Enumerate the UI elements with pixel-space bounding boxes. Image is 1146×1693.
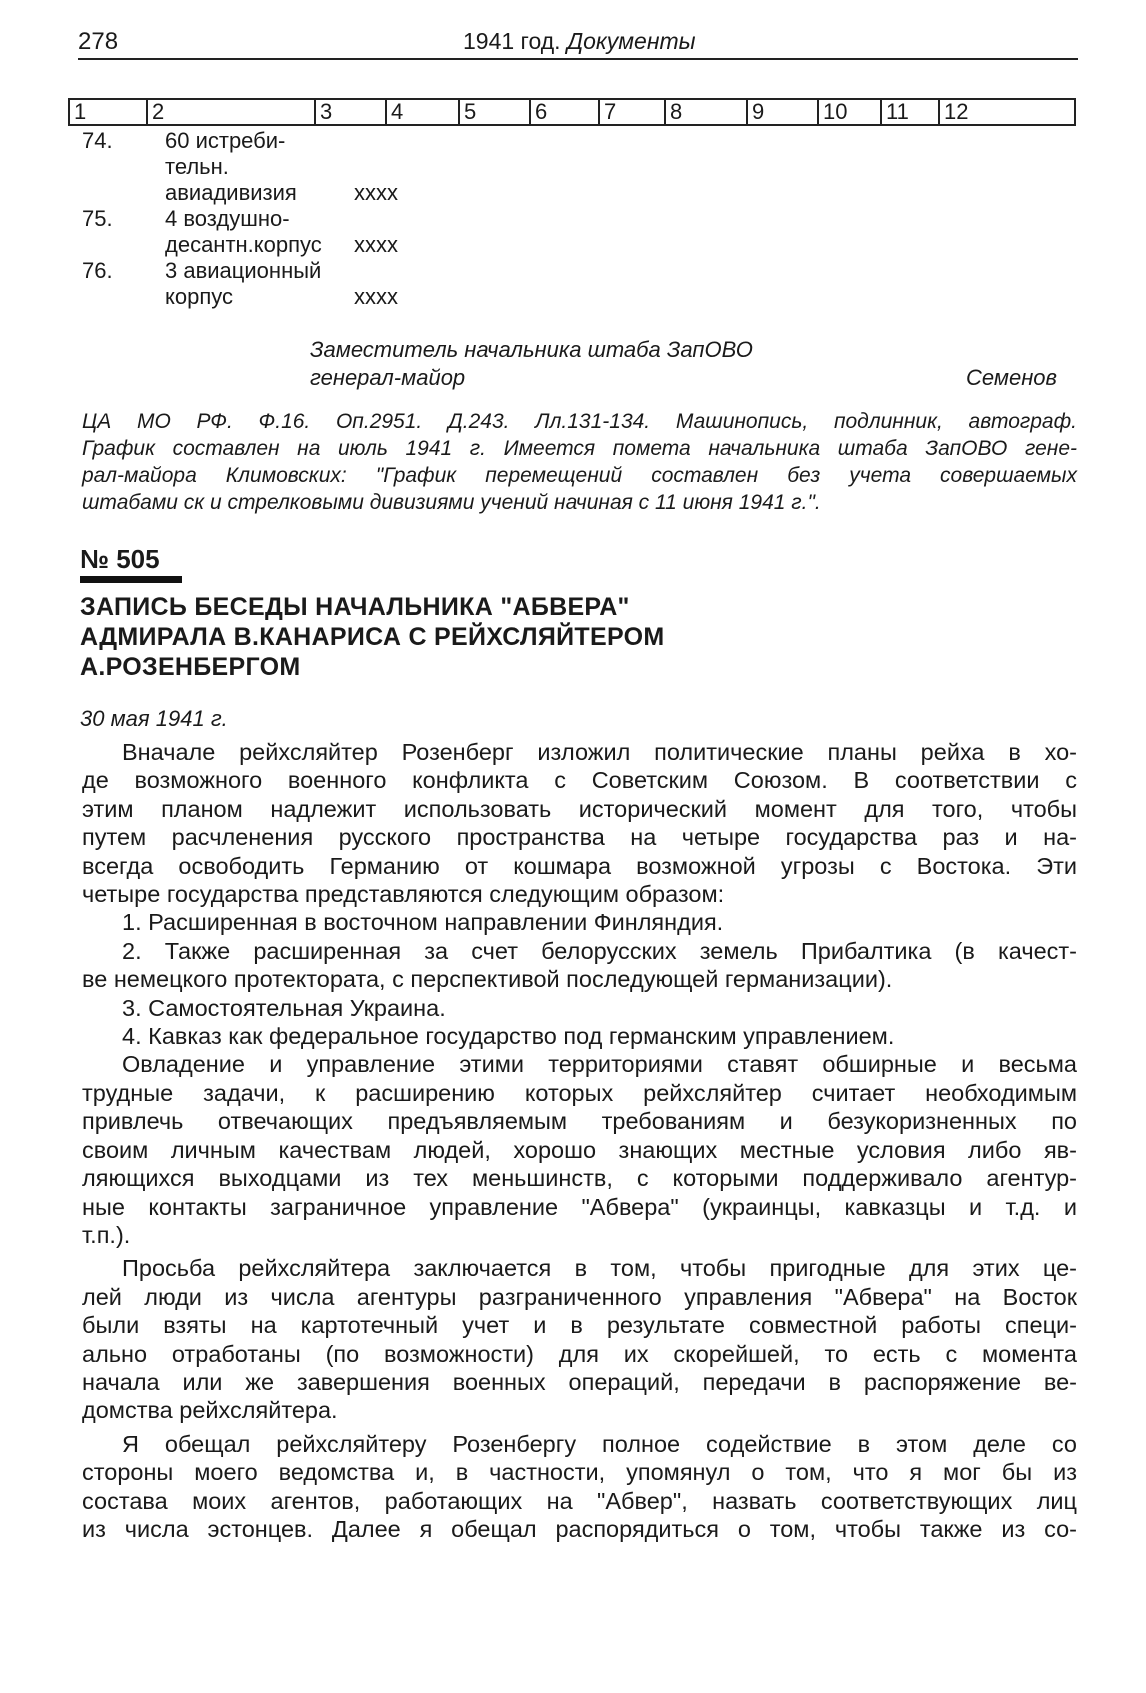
document-title-line: А.РОЗЕНБЕРГОМ — [80, 653, 301, 681]
body-line: состава моих агентов, работающих на "Абвер", назвать соответствующих лиц — [82, 1487, 1077, 1514]
body-line: Просьба рейхсляйтера заключается в том, чтобы пригодные для этих це- — [122, 1255, 1077, 1282]
body-line: были взяты на картотечный учет и в результате совместной работы специ- — [82, 1312, 1077, 1339]
body-line: ве немецкого протектората, с перспективой последующей германизации). — [82, 966, 893, 993]
column-header: 10 — [819, 100, 882, 124]
row-name-line: авиадивизия — [165, 180, 297, 205]
document-title-line: АДМИРАЛА В.КАНАРИСА С РЕЙХСЛЯЙТЕРОМ — [80, 623, 665, 651]
running-head — [78, 24, 1078, 60]
body-line: привлечь отвечающих предъявляемым требованиям и безукоризненных по — [82, 1108, 1077, 1135]
row-name-line: 3 авиационный — [165, 258, 322, 283]
archive-line: График составлен на июль 1941 г. Имеется помета начальника штаба ЗапОВО гене- — [82, 437, 1077, 460]
row-name-line: корпус — [165, 284, 234, 309]
body-line: стороны моего ведомства и, в частности, упомянул о том, что я мог бы из — [82, 1459, 1077, 1486]
document-number: № 505 — [80, 544, 160, 574]
body-line: домства рейхсляйтера. — [82, 1397, 338, 1424]
row-name-line: десантн.корпус — [165, 232, 322, 257]
list-item: 4. Кавказ как федеральное государство под германским управлением. — [122, 1023, 895, 1050]
column-header: 5 — [460, 100, 531, 124]
signature-rank: генерал-майор — [310, 365, 466, 390]
row-name-line: 4 воздушно- — [165, 206, 290, 231]
body-line: Вначале рейхсляйтер Розенберг изложил политические планы рейха в хо- — [122, 739, 1077, 765]
column-header: 9 — [748, 100, 819, 124]
column-header: 2 — [148, 100, 316, 124]
body-line: ляющихся выходцами из тех меньшинств, с которыми поддерживало агентур- — [82, 1165, 1077, 1192]
body-line: Овладение и управление этими территориями ставят обширные и весьма — [122, 1051, 1077, 1078]
column-header: 1 — [70, 100, 148, 124]
body-line: из числа эстонцев. Далее я обещал распорядиться о том, чтобы также из со- — [82, 1515, 1077, 1542]
row-mark: xxxx — [354, 232, 398, 257]
running-title-year: 1941 год. — [463, 28, 561, 54]
running-title — [463, 28, 696, 55]
archive-note — [82, 408, 1077, 516]
column-header: 12 — [944, 99, 969, 124]
table-column-header — [68, 98, 1076, 126]
list-item: 3. Самостоятельная Украина. — [122, 994, 446, 1021]
row-number: 75. — [82, 206, 113, 231]
row-number: 76. — [82, 258, 113, 283]
body-line: начала или же завершения военных операций, передачи в распоряжение ве- — [82, 1368, 1077, 1395]
list-item: 2. Также расширенная за счет белорусских земель Прибалтика (в качест- — [122, 937, 1077, 964]
body-line: Я обещал рейхсляйтеру Розенбергу полное содействие в этом деле со — [122, 1430, 1077, 1457]
row-name-line: тельн. — [165, 154, 229, 179]
column-header: 3 — [316, 100, 387, 124]
body-line: путем расчленения русского пространства на четыре государства раз и на- — [82, 824, 1077, 851]
document-date: 30 мая 1941 г. — [80, 706, 228, 731]
row-name-line: 60 истреби- — [165, 128, 286, 153]
document-body — [82, 738, 1077, 1543]
document-title — [80, 592, 664, 682]
body-line: этим планом надлежит использовать исторический момент для того, чтобы — [82, 795, 1077, 822]
row-mark: xxxx — [354, 284, 398, 309]
body-line: лей люди из числа агентуры разграниченного управления "Абвера" на Восток — [82, 1283, 1077, 1310]
signature-position — [310, 336, 753, 392]
column-header: 7 — [600, 100, 666, 124]
column-header: 11 — [882, 100, 940, 124]
archive-line: рал-майора Климовских: "График перемещений составлен без учета совершаемых — [82, 464, 1077, 487]
column-header: 4 — [387, 100, 460, 124]
document-title-line: ЗАПИСЬ БЕСЕДЫ НАЧАЛЬНИКА "АБВЕРА" — [80, 593, 630, 621]
body-line: ные контакты заграничное управление "Абвера" (украинцы, кавказцы и т.д. и — [82, 1193, 1077, 1220]
signature-name: Семенов — [966, 365, 1058, 390]
running-title-section: Документы — [566, 28, 696, 54]
document-number-rule — [80, 576, 182, 583]
archive-line: штабами ск и стрелковыми дивизиями учений начиная с 11 июня 1941 г.". — [82, 491, 821, 514]
body-line: т.п.). — [82, 1221, 131, 1248]
archive-line: ЦА МО РФ. Ф.16. Оп.2951. Д.243. Лл.131-134. Машинопись, подлинник, автограф. — [82, 410, 1077, 433]
column-header: 6 — [531, 100, 600, 124]
row-number: 74. — [82, 128, 113, 153]
body-line: всегда освободить Германию от кошмара возможной угрозы с Востока. Эти — [82, 852, 1077, 879]
body-line: ально отработаны (по возможности) для их скорейшей, то есть с момента — [82, 1340, 1077, 1367]
page-number: 278 — [78, 28, 119, 55]
column-header: 8 — [666, 100, 748, 124]
body-line: своим личным качествам людей, хорошо знающих местные условия либо яв- — [82, 1136, 1077, 1163]
signature-position-line: Заместитель начальника штаба ЗапОВО — [310, 337, 753, 362]
row-mark: xxxx — [354, 180, 398, 205]
body-line: де возможного военного конфликта с Советским Союзом. В соответствии с — [82, 767, 1077, 794]
list-item: 1. Расширенная в восточном направлении Финляндия. — [122, 909, 724, 936]
body-line: четыре государства представляются следующим образом: — [82, 881, 725, 908]
body-line: трудные задачи, к расширению которых рейхсляйтер считает необходимым — [82, 1079, 1077, 1106]
